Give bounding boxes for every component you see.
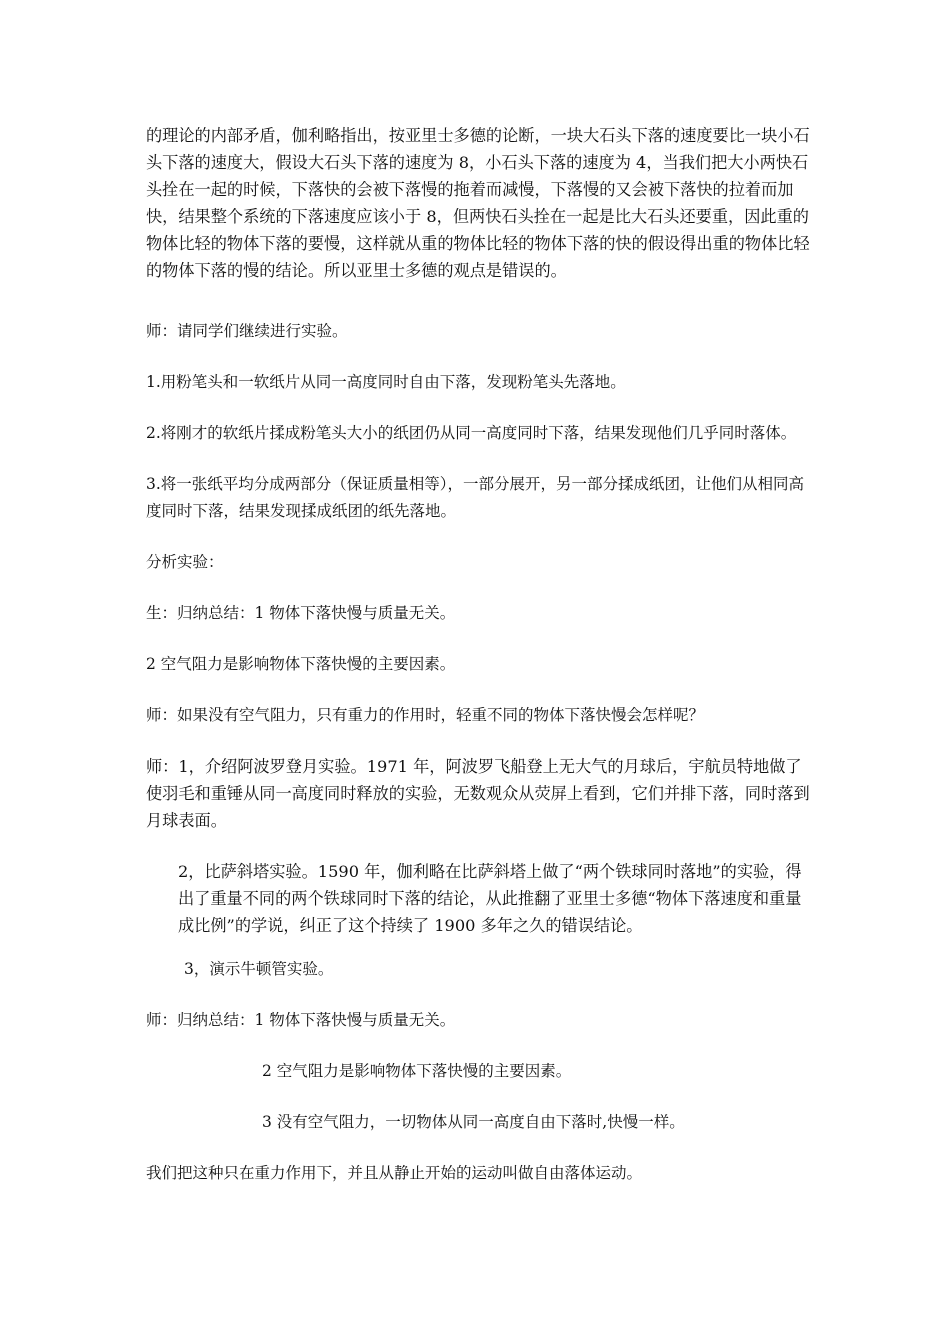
paragraph-free-fall-definition: 我们把这种只在重力作用下，并且从静止开始的运动叫做自由落体运动。 (146, 1164, 643, 1182)
paragraph-teacher-question: 师：如果没有空气阻力，只有重力的作用时，轻重不同的物体下落快慢会怎样呢？ (146, 706, 705, 724)
paragraph-pisa-experiment: 2，比萨斜塔实验。1590 年，伽利略在比萨斜塔上做了“两个铁球同时落地”的实验，得出了重量不同的两个铁球同时下落的结论，从此推翻了亚里士多德“物体下落速度和重量成比例”的学说，纠正了这个持续了 1900 多年之久的错误结论。 (178, 862, 802, 935)
paragraph-teacher-continue: 师：请同学们继续进行实验。 (146, 322, 348, 340)
paragraph-teacher-summary-3: 3 没有空气阻力，一切物体从同一高度自由下落时,快慢一样。 (262, 1113, 685, 1131)
document-page (146, 122, 814, 1187)
paragraph-galileo-argument: 的理论的内部矛盾，伽利略指出，按亚里士多德的论断，一块大石头下落的速度要比一块小石头下落的速度大，假设大石头下落的速度为 8，小石头下落的速度为 4，当我们把大小两快石头拴在一起的时候，下落快的会被下落慢的拖着而减慢，下落慢的又会被下落快的拉着而加快，结果整个系统的下落速度应该小于 8，但两快石头拴在一起是比大石头还要重，因此重的物体比轻的物体下落的要慢，这样就从重的物体比轻的物体下落的快的假设得出重的物体比轻的物体下落的慢的结论。所以亚里士多德的观点是错误的。 (146, 126, 810, 280)
paragraph-apollo-experiment: 师：1，介绍阿波罗登月实验。1971 年，阿波罗飞船登上无大气的月球后，宇航员特地做了使羽毛和重锤从同一高度同时释放的实验，无数观众从荧屏上看到，它们并排下落，同时落到月球表面。 (146, 757, 810, 830)
paragraph-experiment-3: 3.将一张纸平均分成两部分（保证质量相等），一部分展开，另一部分揉成纸团，让他们从相同高度同时下落，结果发现揉成纸团的纸先落地。 (146, 475, 805, 520)
paragraph-teacher-summary-1: 师：归纳总结：1 物体下落快慢与质量无关。 (146, 1011, 456, 1029)
paragraph-newton-tube: 3，演示牛顿管实验。 (184, 960, 334, 978)
paragraph-analysis-heading: 分析实验： (146, 553, 224, 571)
paragraph-teacher-summary-2: 2 空气阻力是影响物体下落快慢的主要因素。 (262, 1062, 572, 1080)
paragraph-experiment-2: 2.将刚才的软纸片揉成粉笔头大小的纸团仍从同一高度同时下落，结果发现他们几乎同时落体。 (146, 424, 797, 442)
paragraph-student-summary-2: 2 空气阻力是影响物体下落快慢的主要因素。 (146, 655, 456, 673)
paragraph-experiment-1: 1.用粉笔头和一软纸片从同一高度同时自由下落，发现粉笔头先落地。 (146, 373, 626, 391)
paragraph-student-summary-1: 生：归纳总结：1 物体下落快慢与质量无关。 (146, 604, 456, 622)
